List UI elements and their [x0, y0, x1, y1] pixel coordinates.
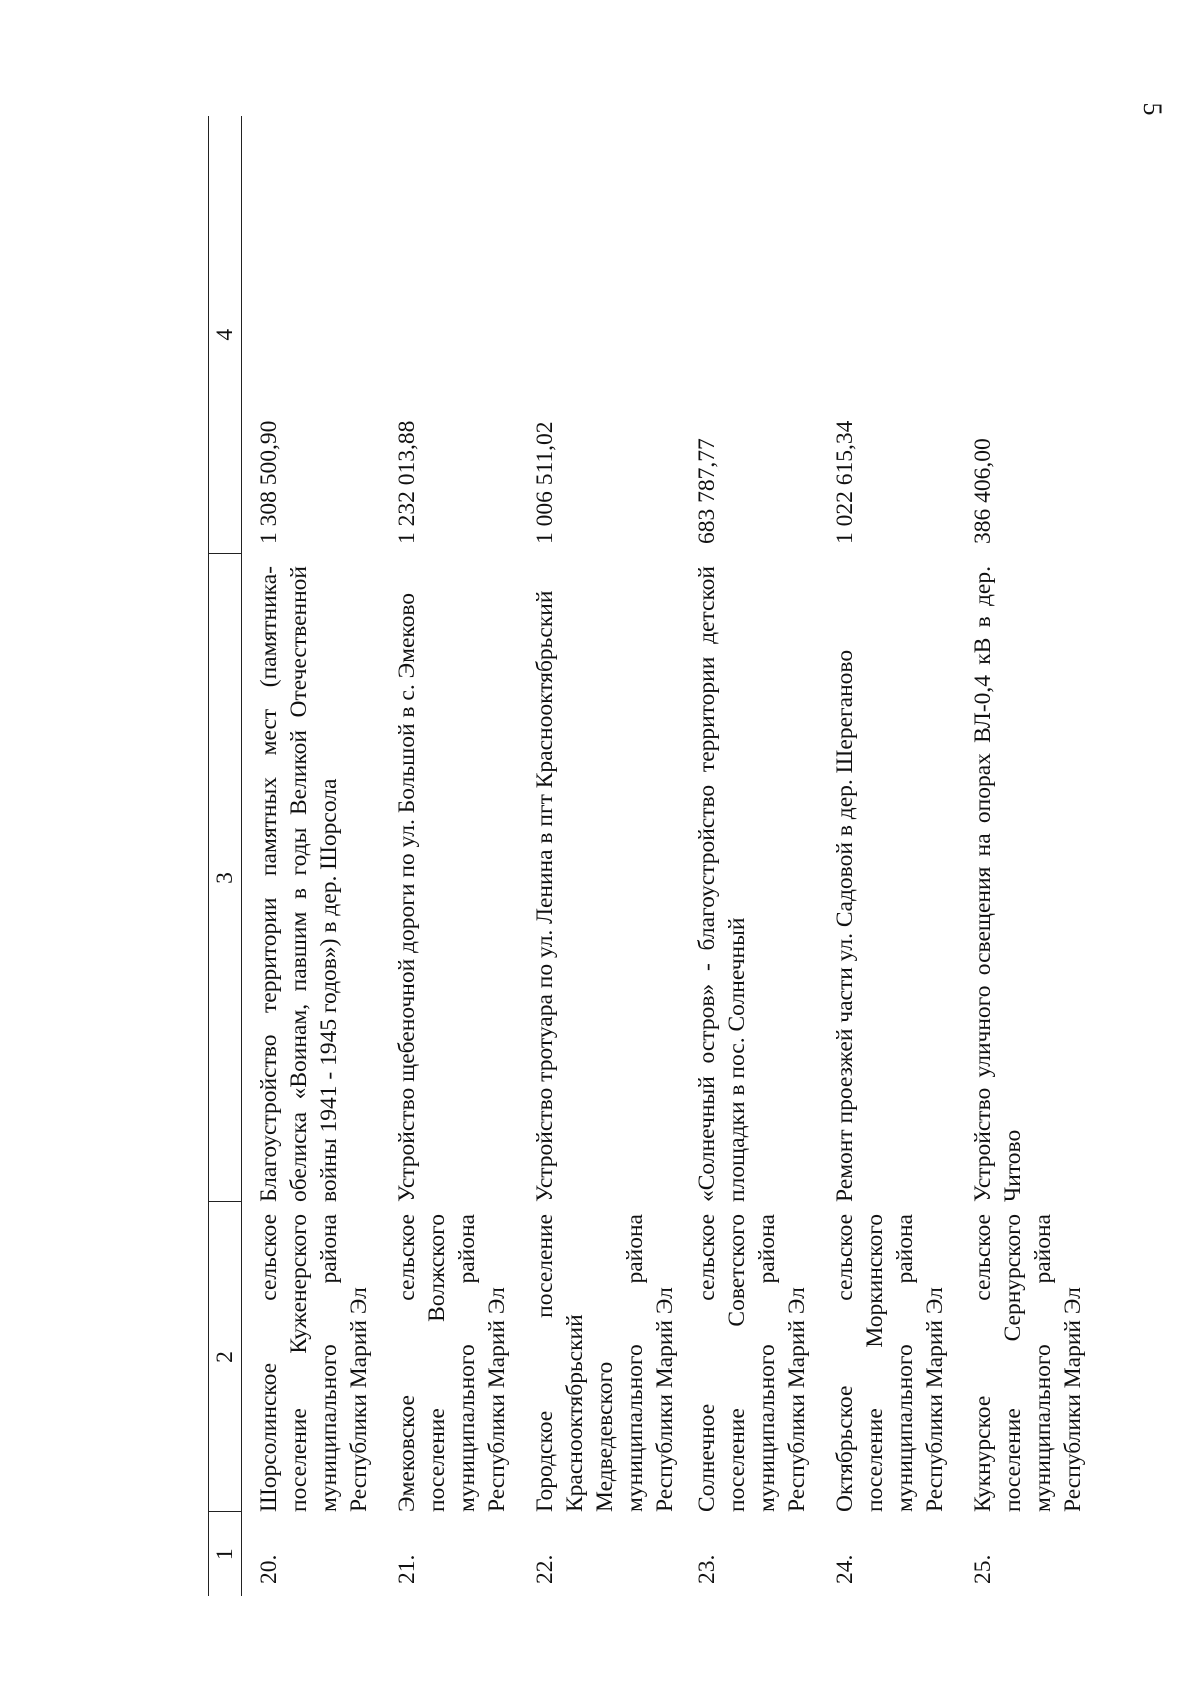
municipality-cell: Шорсолинское сельское поселение Куженерского муниципального района Республики Марий Эл — [256, 1214, 372, 1512]
row-number: 21. — [394, 1554, 420, 1584]
amount-cell: 1 006 511,02 — [532, 421, 558, 544]
table-row — [380, 116, 518, 1596]
rotated-table-container — [208, 116, 1200, 1596]
table-row — [518, 116, 680, 1596]
table-row — [956, 116, 1094, 1596]
table-row — [818, 116, 956, 1596]
project-cell: Устройство уличного освещения на опорах ВЛ-0,4 кВ в дер. Читово — [970, 566, 1026, 1202]
municipality-cell: Эмековское сельское поселение Волжского муниципального района Республики Марий Эл — [394, 1214, 510, 1512]
amount-cell: 683 787,77 — [694, 438, 720, 544]
table-row — [680, 116, 818, 1596]
project-cell: Устройство тротуара по ул. Ленина в пгт Краснооктябрьский — [532, 590, 558, 1202]
budget-table — [208, 116, 1094, 1596]
project-cell: «Солнечный остров» - благоустройство территории детской площадки в пос. Солнечный — [694, 566, 750, 1202]
amount-cell: 1 022 615,34 — [832, 420, 858, 544]
header-col-4: 4 — [209, 116, 242, 554]
amount-cell: 1 232 013,88 — [394, 420, 420, 544]
municipality-cell: Городское поселение Краснооктябрьский Медведевского муниципального района Республики Марий Эл — [532, 1214, 678, 1512]
amount-cell: 386 406,00 — [970, 438, 996, 544]
row-number: 23. — [694, 1554, 720, 1584]
row-number: 20. — [256, 1554, 282, 1584]
header-col-2: 2 — [209, 1202, 242, 1512]
table-body — [242, 116, 1095, 1596]
header-col-3: 3 — [209, 554, 242, 1202]
row-number: 24. — [832, 1554, 858, 1584]
project-cell: Благоустройство территории памятных мест (памятника-обелиска «Воинам, павшим в годы Великой Отечественной войны 1941 - 1945 годов») в дер. Шорсола — [256, 566, 342, 1202]
project-cell: Ремонт проезжей части ул. Садовой в дер. Шереганово — [832, 649, 858, 1202]
row-number: 25. — [970, 1554, 996, 1584]
header-col-1: 1 — [209, 1512, 242, 1596]
municipality-cell: Октябрьское сельское поселение Моркинского муниципального района Республики Марий Эл — [832, 1214, 948, 1512]
row-number: 22. — [532, 1554, 558, 1584]
amount-cell: 1 308 500,90 — [256, 420, 282, 544]
table-row — [242, 116, 381, 1596]
table-header — [209, 116, 242, 1596]
municipality-cell: Солнечное сельское поселение Советского муниципального района Республики Марий Эл — [694, 1214, 810, 1512]
municipality-cell: Кукнурское сельское поселение Сернурского муниципального района Республики Марий Эл — [970, 1214, 1086, 1512]
project-cell: Устройство щебеночной дороги по ул. Большой в с. Эмеково — [394, 592, 420, 1202]
page-number: 5 — [1138, 102, 1167, 116]
